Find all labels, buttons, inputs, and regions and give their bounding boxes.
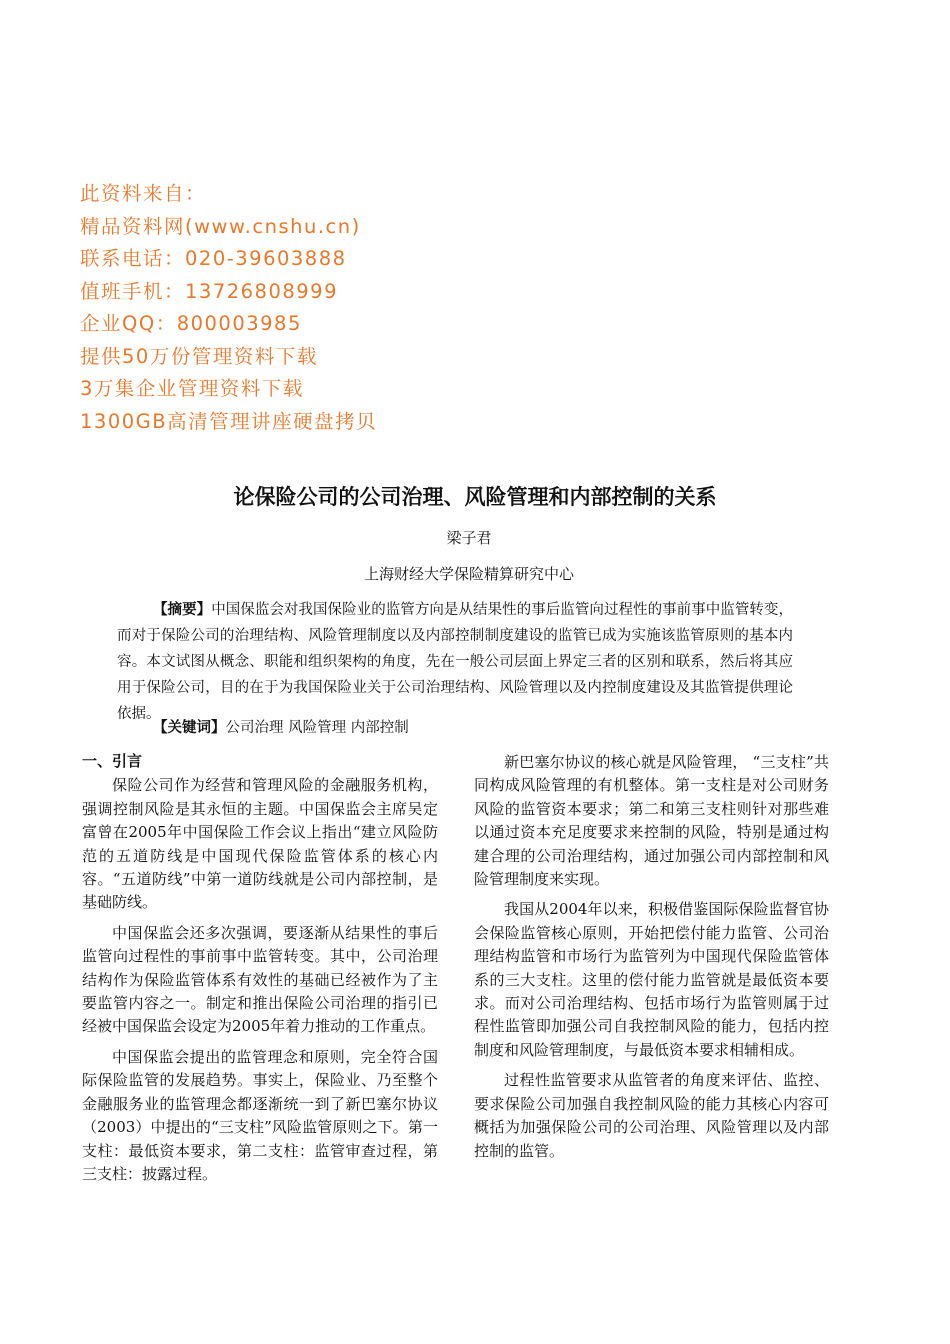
paper-title: 论保险公司的公司治理、风险管理和内部控制的关系 [233,485,717,509]
source-notice-offer-1: 提供50万份管理资料下载 [80,344,318,368]
paper-author: 梁子君 [446,529,492,547]
paragraph: 过程性监管要求从监管者的角度来评估、监控、要求保险公司加强自我控制风险的能力其核心内容可概括为加强保险公司的公司治理、风险管理以及内部控制的监管。 [474,1071,829,1160]
keywords-label: 【关键词】 [153,719,226,736]
keywords [153,715,409,741]
paragraph: 中国保监会还多次强调，要逐渐从结果性的事后监管向过程性的事前事中监管转变。其中，公司治理结构作为保险监管体系有效性的基础已经被作为了主要监管内容之一。制定和推出保险公司治理的指引已经被中国保监会设定为2005年着力推动的工作重点。 [82,923,438,1036]
paragraph: 中国保监会提出的监管理念和原则，完全符合国际保险监管的发展趋势。事实上，保险业、乃至整个金融服务业的监管理念都逐渐统一到了新巴塞尔协议（2003）中提出的“三支柱”风险监管原则之下。第一支柱：最低资本要求，第二支柱：监管审查过程，第三支柱：披露过程。 [82,1047,438,1183]
paragraph: 我国从2004年以来，积极借鉴国际保险监督官协会保险监管核心原则，开始把偿付能力监管、公司治理结构监管和市场行为监管列为中国现代保险监管体系的三大支柱。这里的偿付能力监管就是最低资本要求。而对公司治理结构、包括市场行为监管则属于过程性监管即加强公司自我控制风险的能力，包括内控制度和风险管理制度，与最低资本要求相辅相成。 [474,900,829,1059]
source-notice-offer-2: 3万集企业管理资料下载 [80,377,304,400]
abstract-text: 中国保监会对我国保险业的监管方向是从结果性的事后监管向过程性的事前事中监管转变，而对于保险公司的治理结构、风险管理制度以及内部控制制度建设的监管已成为实施该监管原则的基本内容。本文试图从概念、职能和组织架构的角度，先在一般公司层面上界定三者的区别和联系，然后将其应用于保险公司，目的在于为我国保险业关于公司治理结构、风险管理以及内控制度建设及其监管提供理论依据。 [117,602,793,722]
abstract [117,597,793,727]
source-notice-qq: 企业QQ：800003985 [80,312,302,335]
source-notice-mobile: 值班手机：13726808999 [80,279,338,303]
body-column-right [474,751,829,1170]
section-heading: 一、引言 [82,752,143,770]
source-notice-offer-3: 1300GB高清管理讲座硬盘拷贝 [80,409,378,433]
source-notice-block [80,178,377,438]
keywords-text: 公司治理 风险管理 内部控制 [225,720,409,736]
source-notice-line: 此资料来自： [80,182,207,205]
source-notice-website: 精品资料网(www.cnshu.cn) [80,214,361,238]
body-column-left [82,750,438,1193]
source-notice-phone: 联系电话：020-39603888 [80,247,347,270]
paper-affiliation: 上海财经大学保险精算研究中心 [363,565,574,583]
paragraph: 保险公司作为经营和管理风险的金融服务机构，强调控制风险是其永恒的主题。中国保监会主席吴定富曾在2005年中国保险工作会议上指出“建立风险防范的五道防线是中国现代保险监管体系的核心内容。“五道防线”中第一道防线就是公司内部控制，是基础防线。 [82,776,438,912]
abstract-label: 【摘要】 [153,601,212,618]
paragraph: 新巴塞尔协议的核心就是风险管理， “三支柱”共同构成风险管理的有机整体。第一支柱是对公司财务风险的监管资本要求；第二和第三支柱则针对那些难以通过资本充足度要求来控制的风险，特别是通过构建合理的公司治理结构，通过加强公司内部控制和风险管理制度来实现。 [474,753,829,889]
